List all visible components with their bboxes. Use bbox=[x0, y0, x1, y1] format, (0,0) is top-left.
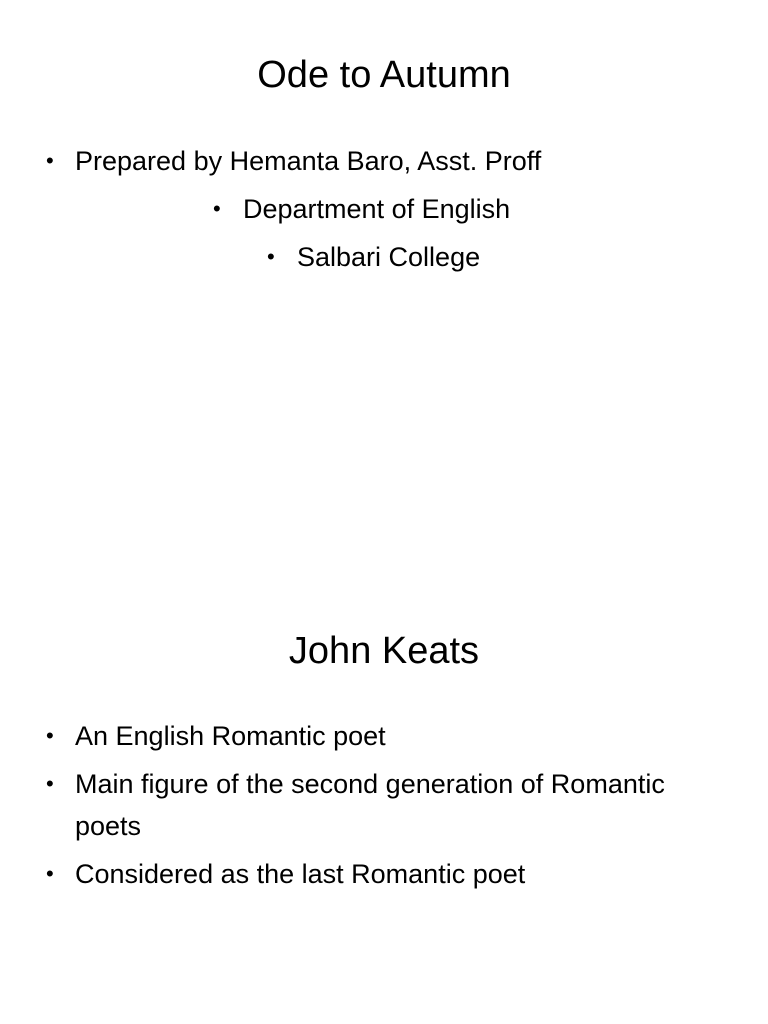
bullet-icon: • bbox=[46, 148, 54, 173]
bullet-text: Salbari College bbox=[297, 242, 481, 272]
bullet-text: Considered as the last Romantic poet bbox=[75, 859, 526, 889]
list-item bbox=[0, 236, 768, 284]
bullet-icon: • bbox=[46, 861, 54, 886]
bullet-icon: • bbox=[46, 771, 54, 796]
slide-title: Ode to Autumn bbox=[257, 54, 511, 96]
list-item bbox=[0, 715, 768, 757]
bullet-text: Main figure of the second generation of Romantic poets bbox=[75, 769, 665, 841]
bullet-text: An English Romantic poet bbox=[75, 721, 386, 751]
bullet-text: Department of English bbox=[243, 194, 511, 224]
bullet-icon: • bbox=[267, 244, 275, 269]
slide-2 bbox=[0, 512, 768, 1024]
list-item bbox=[0, 140, 768, 188]
list-item bbox=[0, 763, 768, 847]
list-item bbox=[0, 853, 768, 895]
slide-title: John Keats bbox=[288, 630, 480, 672]
list-item bbox=[0, 188, 768, 236]
bullet-icon: • bbox=[46, 723, 54, 748]
bullet-list bbox=[0, 140, 768, 284]
bullet-text: Prepared by Hemanta Baro, Asst. Proff bbox=[75, 146, 542, 176]
bullet-list bbox=[0, 715, 768, 895]
bullet-icon: • bbox=[213, 196, 221, 221]
